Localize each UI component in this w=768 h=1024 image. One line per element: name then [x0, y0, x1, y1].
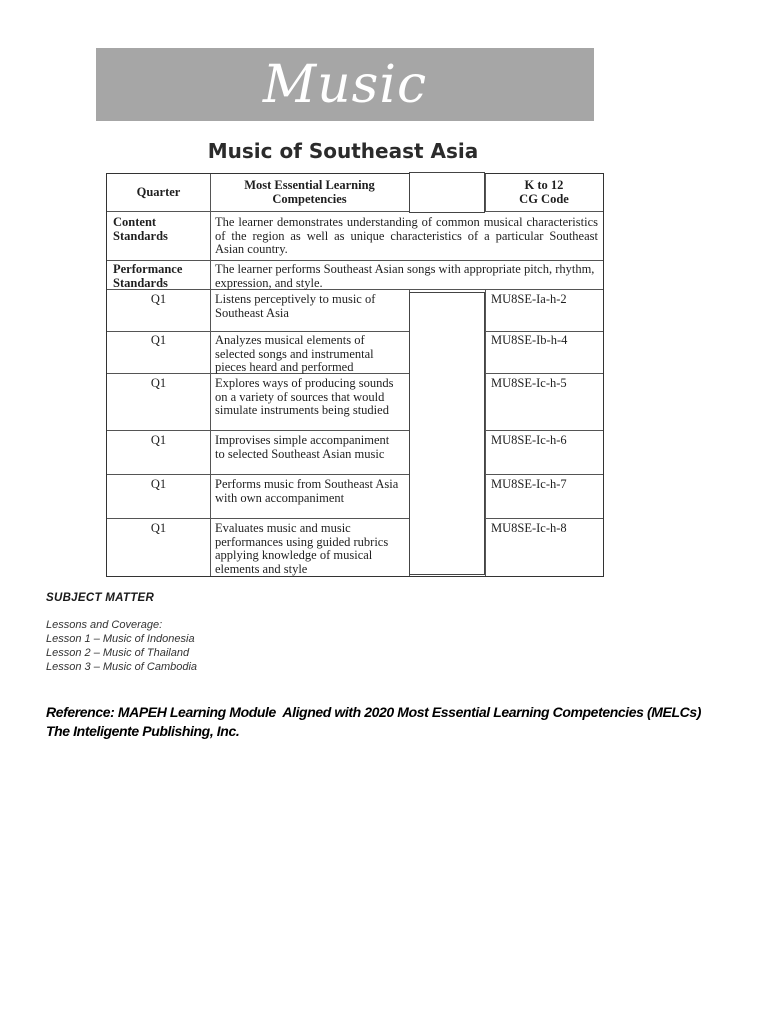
table-rule [210, 211, 211, 289]
lesson-item: Lesson 2 – Music of Thailand [46, 647, 190, 659]
row-competency: Listens perceptively to music of Southeast Asia [215, 292, 376, 320]
header-quarter: Quarter [136, 184, 181, 199]
reference-note [46, 703, 746, 741]
banner-title: Music [262, 54, 428, 115]
table-rule [485, 373, 603, 374]
row-quarter: Q1 [150, 333, 167, 347]
row-competency: Evaluates music and music performances using guided rubrics applying knowledge of musical elements and style [215, 521, 389, 576]
row-quarter: Q1 [150, 433, 167, 447]
row-code: MU8SE-Ic-h-6 [491, 433, 567, 447]
table-rule [107, 260, 603, 261]
table-rule [107, 430, 409, 431]
table-rule [485, 289, 486, 576]
table-rule [485, 430, 603, 431]
melc-table [106, 173, 604, 577]
table-rule [485, 474, 603, 475]
row-code: MU8SE-Ic-h-7 [491, 477, 567, 491]
row-code: MU8SE-Ic-h-5 [491, 376, 567, 390]
subject-matter-heading: SUBJECT MATTER [46, 592, 155, 604]
row-quarter: Q1 [150, 521, 167, 535]
table-rule [485, 331, 603, 332]
blank-column-box [409, 292, 485, 575]
table-rule [107, 518, 409, 519]
performance-standards-label: Performance Standards [113, 262, 183, 290]
header-cg-code: K to 12 CG Code [519, 178, 569, 206]
row-competency: Analyzes musical elements of selected songs and instrumental pieces heard and performed [215, 333, 374, 374]
table-rule [485, 518, 603, 519]
row-competency: Improvises simple accompaniment to selected Southeast Asian music [215, 433, 390, 461]
table-rule [107, 474, 409, 475]
music-banner [96, 48, 594, 121]
blank-header-box [409, 172, 485, 213]
row-competency: Performs music from Southeast Asia with own accompaniment [215, 477, 399, 505]
table-rule [107, 331, 409, 332]
lessons-list [46, 618, 197, 674]
table-rule [210, 289, 211, 576]
lesson-item: Lesson 3 – Music of Cambodia [46, 661, 198, 673]
document-title: Music of Southeast Asia [207, 139, 479, 163]
table-rule [107, 211, 603, 212]
row-code: MU8SE-Ia-h-2 [491, 292, 567, 306]
reference-line: Reference: MAPEH Learning Module Aligned with 2020 Most Essential Learning Competencies (MELCs) [46, 704, 701, 720]
lessons-label: Lessons and Coverage: [46, 619, 163, 631]
row-code: MU8SE-Ic-h-8 [491, 521, 567, 535]
performance-standards-text: The learner performs Southeast Asian songs with appropriate pitch, rhythm, expression, and style. [215, 262, 595, 290]
header-competencies: Most Essential Learning Competencies [244, 178, 375, 206]
lesson-item: Lesson 1 – Music of Indonesia [46, 633, 195, 645]
row-code: MU8SE-Ib-h-4 [491, 333, 568, 347]
content-standards-text: The learner demonstrates understanding of common musical characteristics of the region as well as unique characteristics of a particular Southeast Asian country. [215, 215, 598, 256]
row-competency: Explores ways of producing sounds on a variety of sources that would simulate instruments being studied [215, 376, 394, 417]
content-standards-label: Content Standards [113, 215, 168, 243]
row-quarter: Q1 [150, 477, 167, 491]
row-quarter: Q1 [150, 292, 167, 306]
row-quarter: Q1 [150, 376, 167, 390]
reference-publisher: The Inteligente Publishing, Inc. [46, 723, 240, 739]
